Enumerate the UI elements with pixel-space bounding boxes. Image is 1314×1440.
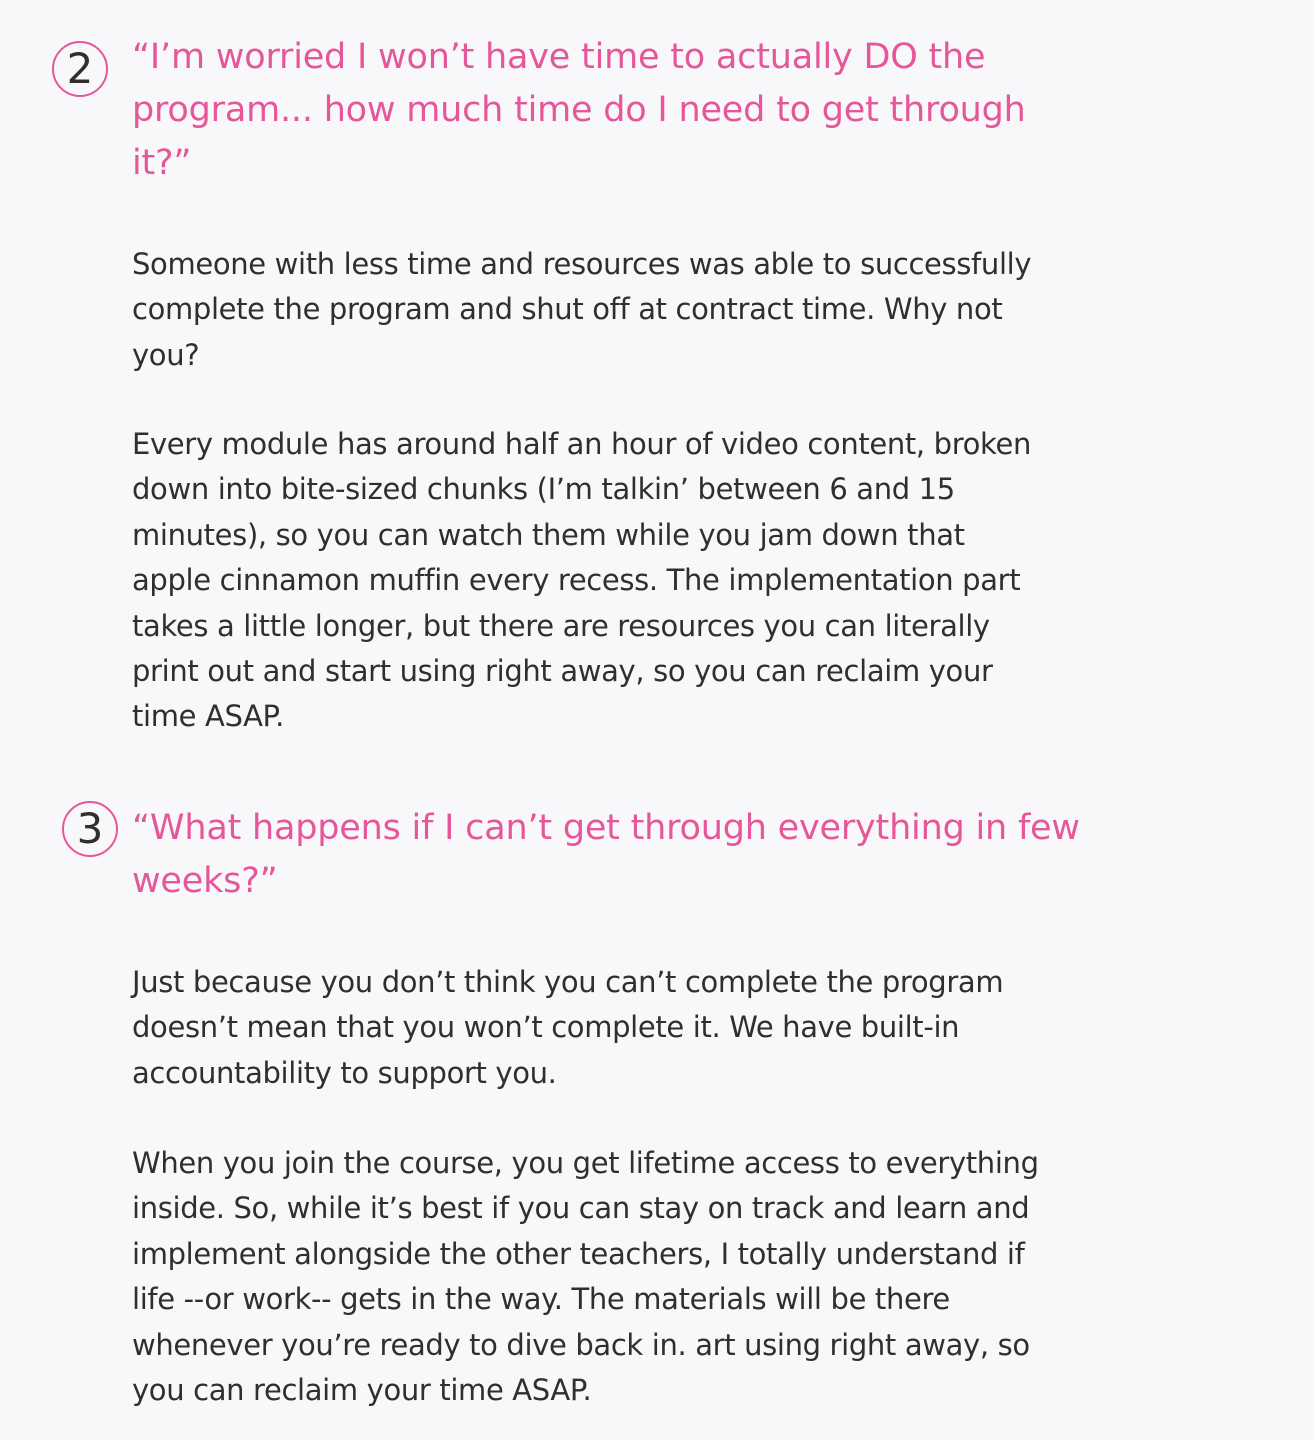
- answer-3-paragraph-1: Just because you don’t think you can’t complete the program doesn’t mean that you won’t complete it. We have built-in accountability to support you.: [132, 965, 1004, 1090]
- answer-2-paragraph-2: Every module has around half an hour of video content, broken down into bite-sized chunks (I’m talkin’ between 6 and 15 minutes), so you can watch them while you jam down that apple cinnamon muffin every recess. The implementation part takes a little longer, but there are resources you can literally print out and start using right away, so you can reclaim your time ASAP.: [132, 427, 1031, 734]
- question-2: “I’m worried I won’t have time to actually DO the program... how much time do I need to get through it?”: [132, 37, 1026, 183]
- number-badge-2: 2: [52, 41, 108, 97]
- answer-2-paragraph-1: Someone with less time and resources was able to successfully complete the program and shut off at contract time. Why not you?: [132, 247, 1032, 372]
- answer-3-paragraph-2: When you join the course, you get lifetime access to everything inside. So, while it’s best if you can stay on track and learn and implement alongside the other teachers, I totally understand if life --or work-- gets in the way. The materials will be there whenever you’re ready to dive back in. art using right away, so you can reclaim your time ASAP.: [132, 1146, 1039, 1408]
- question-3: “What happens if I can’t get through everything in few weeks?”: [132, 808, 1080, 901]
- number-badge-3: 3: [62, 801, 118, 857]
